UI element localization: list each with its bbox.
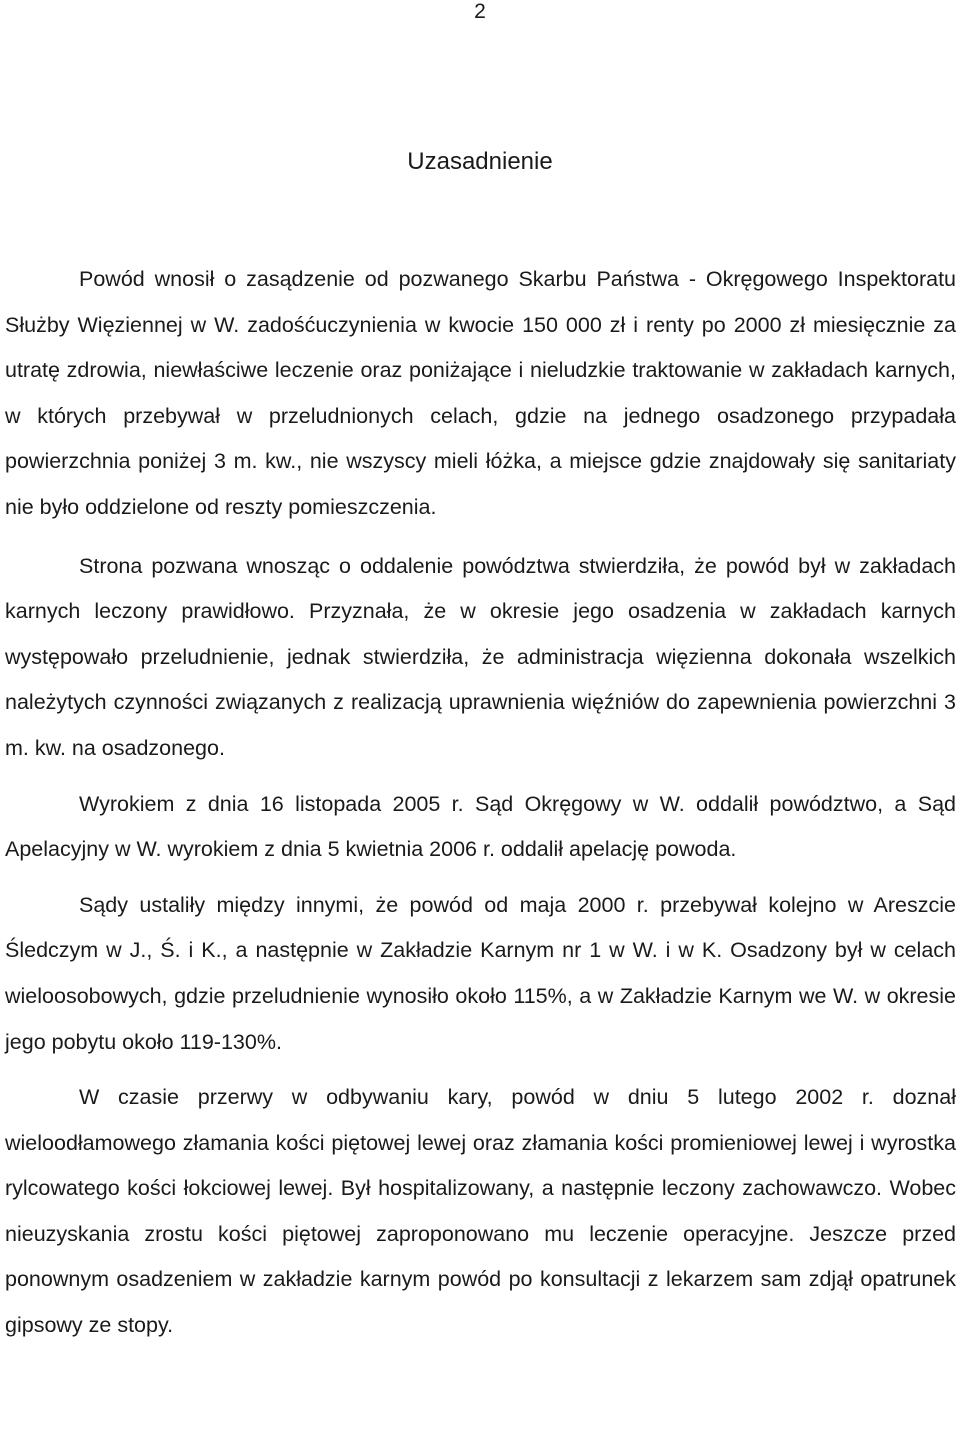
paragraph-claim: Powód wnosił o zasądzenie od pozwanego Skarbu Państwa - Okręgowego Inspektoratu Służby Więziennej w W. zadośćuczynienia w kwocie 150 000 zł i renty po 2000 zł miesięcznie za utratę zdrowia, niewłaściwe leczenie oraz poniżające i nieludzkie traktowanie w zakładach karnych, w których przebywał w przeludnionych celach, gdzie na jednego osadzonego przypadała powierzchnia poniżej 3 m. kw., nie wszyscy mieli łóżka, a miejsce gdzie znajdowały się sanitariaty nie było oddzielone od reszty pomieszczenia. <box>5 267 956 519</box>
page-number: 2 <box>474 0 486 23</box>
paragraph-findings: Sądy ustaliły między innymi, że powód od maja 2000 r. przebywał kolejno w Areszcie Śledczym w J., Ś. i K., a następnie w Zakładzie Karnym nr 1 w W. i w K. Osadzony był w celach wieloosobowych, gdzie przeludnienie wynosiło około 115%, a w Zakładzie Karnym we W. w okresie jego pobytu około 119-130%. <box>5 892 956 1054</box>
paragraph-injury: W czasie przerwy w odbywaniu kary, powód w dniu 5 lutego 2002 r. doznał wieloodłamowego złamania kości piętowej lewej oraz złamania kości promieniowej lewej i wyrostka rylcowatego kości łokciowej lewej. Był hospitalizowany, a następnie leczony zachowawczo. Wobec nieuzyskania zrostu kości piętowej zaproponowano mu leczenie operacyjne. Jeszcze przed ponownym osadzeniem w zakładzie karnym powód po konsultacji z lekarzem sam zdjął opatrunek gipsowy ze stopy. <box>5 1085 956 1338</box>
paragraph-judgments: Wyrokiem z dnia 16 listopada 2005 r. Sąd Okręgowy w W. oddalił powództwo, a Sąd Apelacyjny w W. wyrokiem z dnia 5 kwietnia 2006 r. oddalił apelację powoda. <box>5 791 956 862</box>
document-body <box>5 257 956 1349</box>
paragraph-defense: Strona pozwana wnosząc o oddalenie powództwa stwierdziła, że powód był w zakładach karnych leczony prawidłowo. Przyznała, że w okresie jego osadzenia w zakładach karnych występowało przeludnienie, jednak stwierdziła, że administracja więzienna dokonała wszelkich należytych czynności związanych z realizacją uprawnienia więźniów do zapewnienia powierzchni 3 m. kw. na osadzonego. <box>5 553 956 760</box>
document-title: Uzasadnienie <box>407 148 553 175</box>
